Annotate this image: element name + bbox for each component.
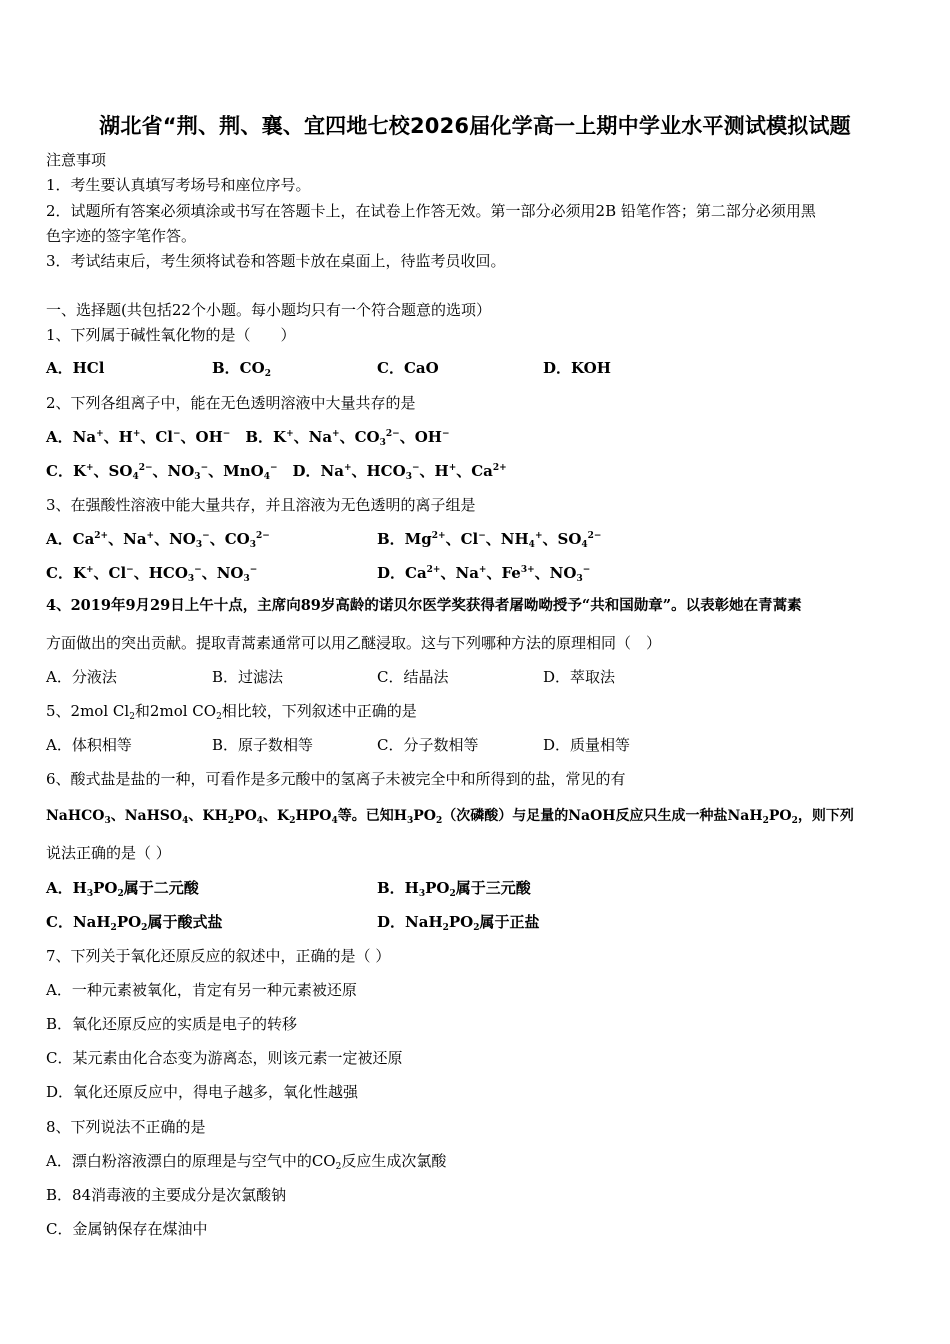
q4-option-d: D．萃取法: [543, 668, 616, 686]
q8-stem: 8、下列说法不正确的是: [46, 1118, 206, 1136]
q3-option-c: C．K+、Cl−、$HCO_3^-$、$NO_3^-$: [46, 564, 258, 584]
q2-stem: 2、下列各组离子中，能在无色透明溶液中大量共存的是: [46, 394, 416, 412]
notice-item-3: 3．考试结束后，考生须将试卷和答题卡放在桌面上，待监考员收回。: [46, 252, 506, 270]
q7-stem: 7、下列关于氧化还原反应的叙述中，正确的是（ ）: [46, 947, 391, 965]
q1-option-c: C．CaO: [377, 359, 439, 377]
q5-option-c: C．分子数相等: [377, 736, 479, 754]
section-heading: 一、选择题(共包括22个小题。每小题均只有一个符合题意的选项）: [46, 301, 491, 319]
q6-option-b: B．$H_3PO_2$属于三元酸: [377, 879, 531, 899]
q4-option-b: B．过滤法: [212, 668, 284, 686]
q1-option-b: B．$CO_2$: [212, 359, 271, 379]
q6-stem-2: NaHCO$_3$、NaHSO$_4$、$KH_2PO_4$、$K_2HPO_4$等。已知$H_3PO_2$（次磷酸）与足量的NaOH反应只生成一种盐$NaH_2PO_2$，则下列: [46, 808, 854, 826]
q4-stem-2: 方面做出的突出贡献。提取青蒿素通常可以用乙醚浸取。这与下列哪种方法的原理相同（ ）: [46, 634, 662, 652]
q7-option-a: A．一种元素被氧化，肯定有另一种元素被还原: [46, 981, 357, 999]
notice-item-2-cont: 色字迹的签字笔作答。: [46, 227, 197, 245]
q5-option-a: A．体积相等: [46, 736, 132, 754]
q6-option-d: D．$NaH_2PO_2$属于正盐: [377, 913, 540, 933]
q4-option-a: A．分液法: [46, 668, 117, 686]
q7-option-d: D．氧化还原反应中，得电子越多，氧化性越强: [46, 1083, 359, 1101]
q1-option-a: A．HCl: [46, 359, 105, 377]
q6-option-a: A．$H_3PO_2$属于二元酸: [46, 879, 199, 899]
notice-item-2: 2．试题所有答案必须填涂或书写在答题卡上，在试卷上作答无效。第一部分必须用2B 铅笔作答；第二部分必须用黑: [46, 202, 816, 220]
q7-option-c: C．某元素由化合态变为游离态，则该元素一定被还原: [46, 1049, 403, 1067]
q3-option-b: B．$Mg^{2+}$、Cl−、$NH_4^+$、$SO_4^{2-}$: [377, 530, 602, 550]
q8-option-a: A．漂白粉溶液漂白的原理是与空气中的$CO_2$反应生成次氯酸: [46, 1152, 447, 1172]
q5-option-d: D．质量相等: [543, 736, 631, 754]
q2-options-cd: C．K+、$SO_4^{2-}$、$NO_3^-$、MnO$_4$− D．Na+、$HCO_3^-$、H+、$Ca^{2+}$: [46, 462, 507, 482]
q4-option-c: C．结晶法: [377, 668, 449, 686]
notice-heading: 注意事项: [46, 151, 107, 169]
q8-option-b: B．84消毒液的主要成分是次氯酸钠: [46, 1186, 287, 1204]
q8-option-c: C．金属钠保存在煤油中: [46, 1220, 208, 1238]
page-title: 湖北省“荆、荆、襄、宜四地七校2026届化学高一上期中学业水平测试模拟试题: [99, 114, 851, 138]
q6-stem-3: 说法正确的是（ ）: [46, 844, 171, 862]
q6-option-c: C．$NaH_2PO_2$属于酸式盐: [46, 913, 223, 933]
q5-stem: 5、2mol $Cl_2$和2mol $CO_2$相比较，下列叙述中正确的是: [46, 702, 417, 722]
notice-item-1: 1．考生要认真填写考场号和座位序号。: [46, 176, 311, 194]
q3-option-a: A．$Ca^{2+}$、Na+、$NO_3^-$、$CO_3^{2-}$: [46, 530, 270, 550]
q3-stem: 3、在强酸性溶液中能大量共存，并且溶液为无色透明的离子组是: [46, 496, 476, 514]
q4-stem-1: 4、2019年9月29日上午十点，主席向89岁高龄的诺贝尔医学奖获得者屠呦呦授予“共和国勋章”。以表彰她在青蒿素: [46, 597, 802, 614]
q1-stem: 1、下列属于碱性氧化物的是（ ）: [46, 326, 296, 344]
q2-options-ab: A．Na+、H+、Cl−、OH− B．K+、Na+、$CO_3^{2-}$、OH−: [46, 428, 450, 448]
q5-option-b: B．原子数相等: [212, 736, 314, 754]
q1-option-d: D．KOH: [543, 359, 611, 377]
q6-stem-1: 6、酸式盐是盐的一种，可看作是多元酸中的氢离子未被完全中和所得到的盐，常见的有: [46, 770, 626, 788]
q3-option-d: D．$Ca^{2+}$、Na+、$Fe^{3+}$、$NO_3^-$: [377, 564, 591, 584]
q7-option-b: B．氧化还原反应的实质是电子的转移: [46, 1015, 298, 1033]
